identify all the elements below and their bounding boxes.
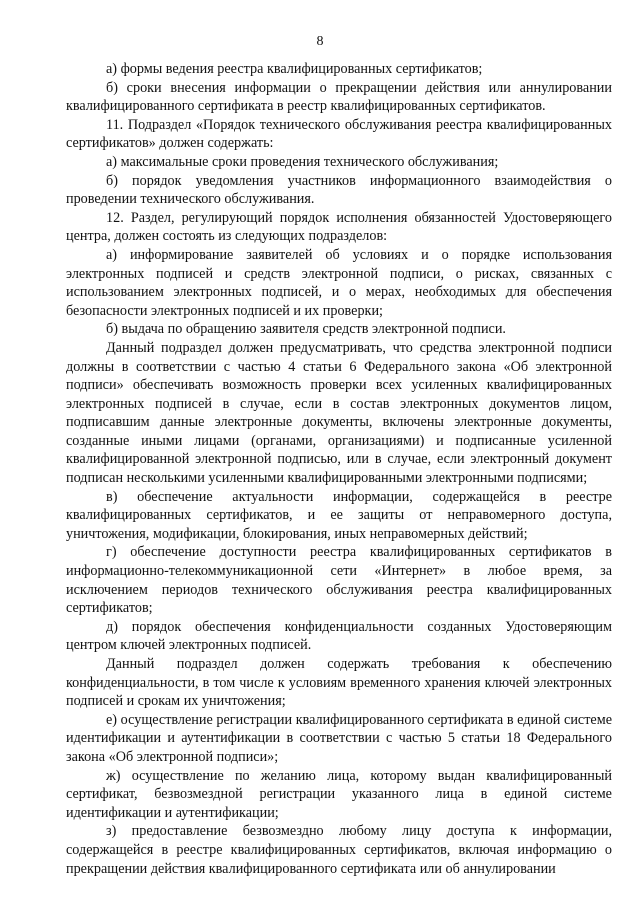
paragraph: а) формы ведения реестра квалифицированных сертификатов; bbox=[106, 61, 483, 77]
paragraph: 11. Подраздел «Порядок технического обслуживания реестра квалифицированных сертификатов» должен содержать: bbox=[66, 116, 612, 152]
paragraph: в) обеспечение актуальности информации, содержащейся в реестре квалифицированных сертификатов, и ее защиты от неправомерного доступа, уничтожения, модификации, блокирования, иных неправомерных действий; bbox=[66, 488, 612, 542]
paragraph: а) информирование заявителей об условиях и о порядке использования электронных подписей и средств электронной подписи, о рисках, связанных с использованием электронных подписей, и о мерах, необходимых для обеспечения безопасности электронных подписей и их проверки; bbox=[66, 246, 612, 319]
paragraph: г) обеспечение доступности реестра квалифицированных сертификатов в информационно-телекоммуникационной сети «Интернет» в любое время, за исключением периодов технического обслуживания реестра квалифицированных сертификатов; bbox=[66, 544, 612, 617]
paragraph: е) осуществление регистрации квалифицированного сертификата в единой системе идентификации и аутентификации в соответствии с частью 5 статьи 18 Федерального закона «Об электронной подписи»; bbox=[66, 711, 612, 765]
paragraph: б) порядок уведомления участников информационного взаимодействия о проведении технического обслуживания. bbox=[66, 172, 612, 208]
paragraph: Данный подраздел должен содержать требования к обеспечению конфиденциальности, в том числе к условиям временного хранения ключей электронных подписей и срокам их уничтожения; bbox=[66, 656, 612, 710]
page-number: 8 bbox=[316, 34, 324, 49]
paragraph: б) выдача по обращению заявителя средств электронной подписи. bbox=[106, 321, 506, 338]
paragraph: з) предоставление безвозмездно любому лицу доступа к информации, содержащейся в реестре квалифицированных сертификатов, включая информацию о прекращении действия квалифицированного сертификата или об аннулировании bbox=[66, 823, 612, 877]
paragraph: д) порядок обеспечения конфиденциальности созданных Удостоверяющим центром ключей электронных подписей. bbox=[66, 618, 612, 654]
paragraph: ж) осуществление по желанию лица, которому выдан квалифицированный сертификат, безвозмездной регистрации указанного лица в единой системе идентификации и аутентификации; bbox=[66, 767, 612, 821]
paragraph: б) сроки внесения информации о прекращении действия или аннулировании квалифицированного сертификата в реестр квалифицированных сертификатов. bbox=[66, 79, 612, 115]
paragraph: 12. Раздел, регулирующий порядок исполнения обязанностей Удостоверяющего центра, должен состоять из следующих подразделов: bbox=[66, 209, 612, 245]
paragraph: Данный подраздел должен предусматривать, что средства электронной подписи должны в соответствии с частью 4 статьи 6 Федерального закона «Об электронной подписи» обеспечивать возможность проверки всех усиленных квалифицированных электронных подписей в случае, если в состав электронных документов лицом, подписавшим данные электронные документы, включены электронные документы, созданные иными лицами (органами, организациями) и подписанные усиленной квалифицированной электронной подписью, или в случае, если электронный документ подписан несколькими усиленными квалифицированными электронными подписями; bbox=[66, 339, 612, 487]
document-body bbox=[66, 60, 612, 878]
paragraph: а) максимальные сроки проведения технического обслуживания; bbox=[106, 153, 499, 170]
